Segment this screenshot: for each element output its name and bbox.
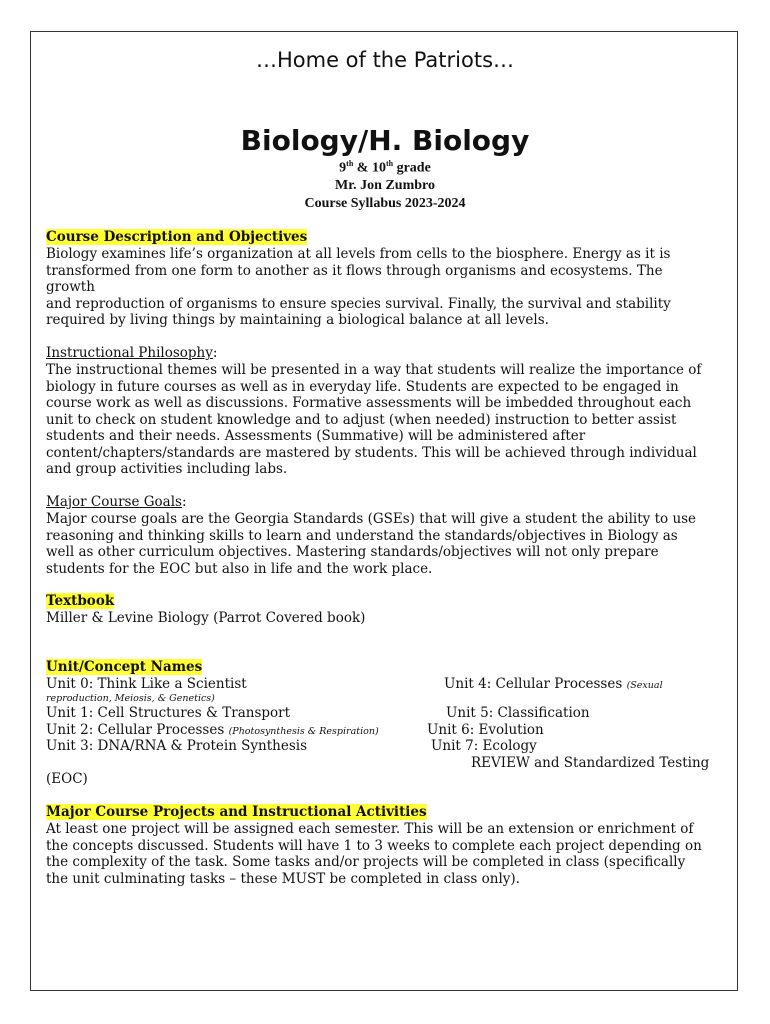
review-testing: REVIEW and Standardized Testing [471, 755, 710, 771]
units-heading: Unit/Concept Names [46, 659, 203, 675]
course-description-heading: Course Description and Objectives [46, 229, 308, 245]
projects-body: At least one project will be assigned each semester. This will be an extension or enrichment of the concepts discussed. Students will have 1 to 3 weeks to complete each project depending on the complexity of the task. Some tasks and/or projects will be completed in class (specifically the unit culminating tasks – these MUST be completed in class only). [46, 821, 702, 887]
textbook-text: Miller & Levine Biology (Parrot Covered book) [46, 610, 366, 626]
unit-0: Unit 0: Think Like a Scientist [46, 676, 247, 692]
major-goals-body: Major course goals are the Georgia Standards (GSEs) that will give a student the ability to use reasoning and thinking skills to learn and understand the standards/objectives in Biology as well as other curriculum objectives. Mastering standards/objectives will not only prepare students for the EOC but also in life and the work place. [46, 511, 697, 577]
unit-7: Unit 7: Ecology [431, 738, 537, 754]
page-title: Biology/H. Biology [240, 124, 530, 157]
teacher-name: Mr. Jon Zumbro [335, 178, 435, 193]
unit-5: Unit 5: Classification [446, 705, 590, 721]
projects-heading: Major Course Projects and Instructional Activities [46, 804, 427, 820]
major-goals-heading: Major Course Goals: [46, 494, 187, 510]
grade-line: 9th & 10th grade [339, 159, 431, 176]
unit-4-note: reproduction, Meiosis, & Genetics) [46, 693, 215, 704]
textbook-heading: Textbook [46, 593, 115, 609]
tagline: …Home of the Patriots… [255, 48, 515, 72]
eoc-label: (EOC) [46, 771, 88, 787]
unit-2: Unit 2: Cellular Processes (Photosynthesis & Respiration) [46, 722, 379, 738]
unit-6: Unit 6: Evolution [427, 722, 544, 738]
unit-1: Unit 1: Cell Structures & Transport [46, 705, 291, 721]
instructional-philosophy-body: The instructional themes will be presented in a way that students will realize the importance of biology in future courses as well as in everyday life. Students are expected to be engaged in course work as well as discussions. Formative assessments will be imbedded throughout each unit to check on student knowledge and to adjust (when needed) instruction to better assist students and their needs. Assessments (Summative) will be administered after content/chapters/standards are mastered by students. This will be achieved through individual and group activities including labs. [46, 362, 702, 477]
unit-3: Unit 3: DNA/RNA & Protein Synthesis [46, 738, 308, 754]
unit-4: Unit 4: Cellular Processes (Sexual [444, 676, 663, 692]
instructional-philosophy-heading: Instructional Philosophy: [46, 345, 218, 361]
syllabus-year: Course Syllabus 2023-2024 [304, 196, 466, 211]
course-description-body: Biology examines life’s organization at all levels from cells to the biosphere. Energy as it is transformed from one form to another as it flows through organisms and ecosystems. The growth and reproduction of organisms to ensure species survival. Finally, the survival and stability required by living things by maintaining a biological balance at all levels. [46, 246, 671, 328]
syllabus-page [30, 31, 738, 991]
